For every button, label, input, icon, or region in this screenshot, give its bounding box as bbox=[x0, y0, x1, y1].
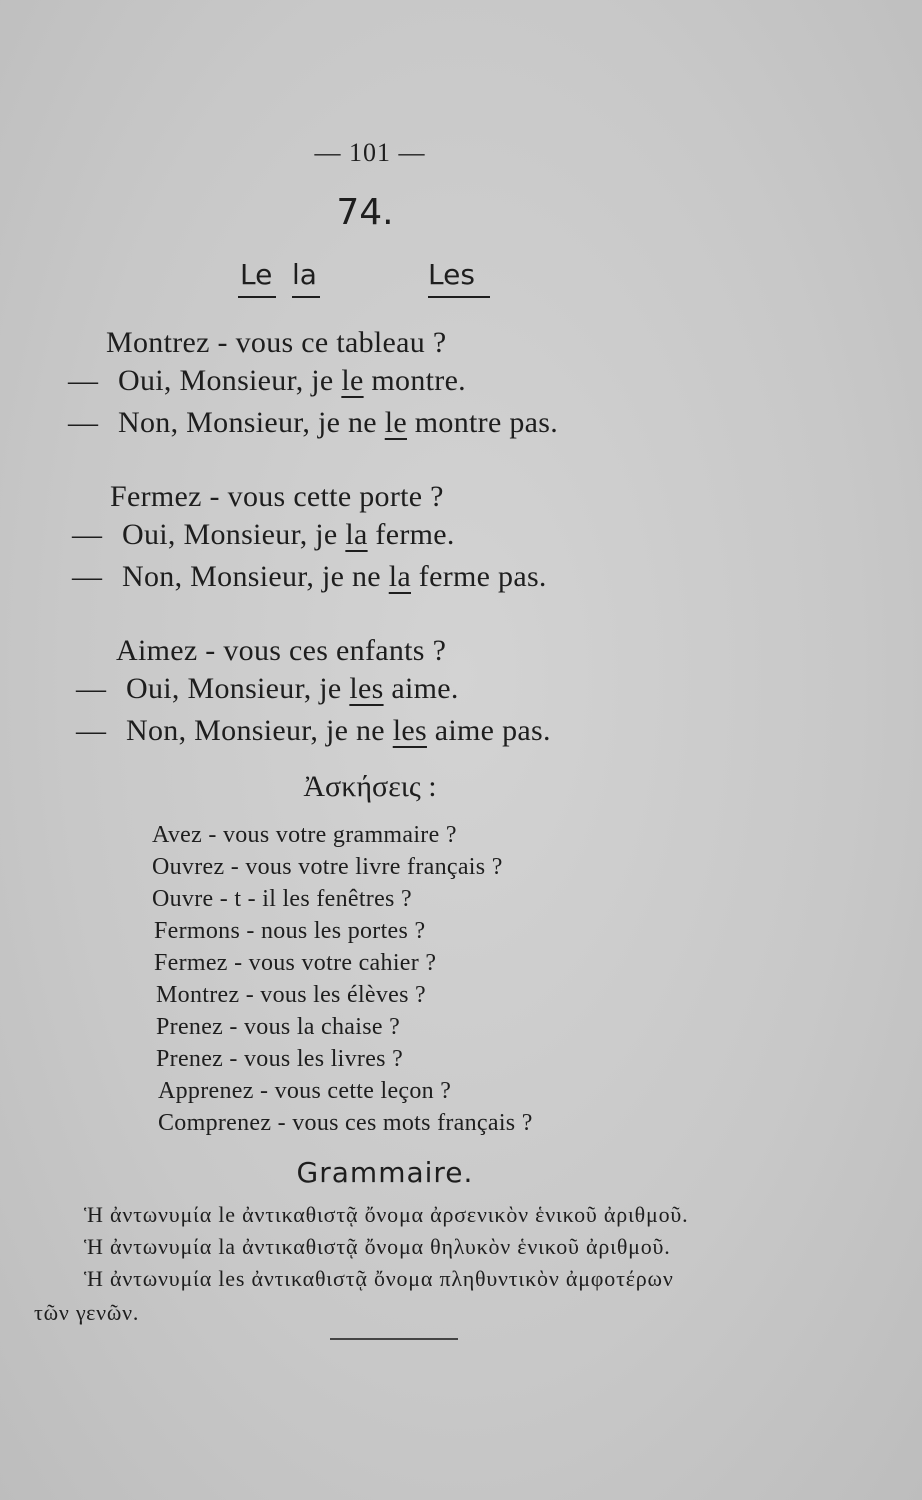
grammar-line: Ἡ ἀντωνυμία la ἀντικαθιστᾷ ὄνομα θηλυκὸν ἑνικοῦ ἀριθμοῦ. bbox=[84, 1234, 671, 1259]
answer-text: Non, Monsieur, je ne bbox=[118, 406, 385, 439]
answer-text: aime pas. bbox=[426, 714, 551, 747]
pronoun: les bbox=[392, 714, 427, 747]
answer-text: montre pas. bbox=[407, 406, 559, 439]
heading-le: Le bbox=[240, 258, 273, 291]
pronoun: le bbox=[384, 406, 407, 439]
answer-text: Oui, Monsieur, je bbox=[126, 672, 350, 705]
grammar-title: Grammaire. bbox=[296, 1156, 474, 1189]
dialog-3-question: Aimez - vous ces enfants ? bbox=[116, 634, 447, 667]
pronoun: la bbox=[345, 518, 368, 551]
exercise-item: Prenez - vous la chaise ? bbox=[156, 1014, 401, 1040]
exercise-item: Avez - vous votre grammaire ? bbox=[152, 822, 457, 848]
grammar-line: τῶν γενῶν. bbox=[34, 1300, 140, 1325]
dash: — bbox=[72, 560, 103, 593]
exercise-item: Ouvrez - vous votre livre français ? bbox=[152, 854, 503, 880]
grammar-line: Ἡ ἀντωνυμία les ἀντικαθιστᾷ ὄνομα πληθυντικὸν ἀμφοτέρων bbox=[84, 1266, 674, 1291]
dialog-2-question: Fermez - vous cette porte ? bbox=[110, 480, 444, 513]
dash: — bbox=[68, 364, 99, 397]
dash: — bbox=[72, 518, 103, 551]
exercise-item: Prenez - vous les livres ? bbox=[156, 1046, 404, 1072]
answer-text: Non, Monsieur, je ne bbox=[122, 560, 389, 593]
exercise-item: Ouvre - t - il les fenêtres ? bbox=[152, 886, 412, 912]
end-rule bbox=[330, 1338, 458, 1340]
exercise-item: Fermons - nous les portes ? bbox=[154, 918, 426, 944]
heading-les-underline bbox=[428, 296, 490, 298]
exercises-title: Ἀσκήσεις : bbox=[303, 770, 437, 803]
lesson-number: 74. bbox=[336, 192, 394, 233]
dash: — bbox=[76, 672, 107, 705]
exercise-item: Montrez - vous les élèves ? bbox=[156, 982, 427, 1008]
dialog-3-no bbox=[76, 714, 551, 748]
exercise-item: Comprenez - vous ces mots français ? bbox=[158, 1110, 533, 1136]
answer-text: ferme. bbox=[367, 518, 455, 551]
heading-la-underline bbox=[292, 296, 320, 298]
answer-text: aime. bbox=[383, 672, 459, 705]
dash: — bbox=[76, 714, 107, 747]
answer-text: Non, Monsieur, je ne bbox=[126, 714, 393, 747]
dash: — bbox=[68, 406, 99, 439]
pronoun: la bbox=[388, 560, 411, 593]
dialog-3-yes bbox=[76, 672, 459, 706]
heading-la: la bbox=[292, 258, 317, 291]
dialog-2-no bbox=[72, 560, 547, 594]
heading-le-underline bbox=[238, 296, 276, 298]
answer-text: montre. bbox=[363, 364, 466, 397]
exercise-item: Apprenez - vous cette leçon ? bbox=[158, 1078, 452, 1104]
dialog-1-no bbox=[68, 406, 558, 440]
pronoun: les bbox=[349, 672, 384, 705]
answer-text: Oui, Monsieur, je bbox=[118, 364, 342, 397]
page-number: — 101 — bbox=[314, 138, 426, 167]
dialog-1-yes bbox=[68, 364, 466, 398]
answer-text: Oui, Monsieur, je bbox=[122, 518, 346, 551]
pronoun-heading bbox=[0, 258, 922, 308]
dialog-1-question: Montrez - vous ce tableau ? bbox=[106, 326, 447, 359]
exercise-item: Fermez - vous votre cahier ? bbox=[154, 950, 437, 976]
dialog-2-yes bbox=[72, 518, 455, 552]
heading-les: Les bbox=[428, 258, 475, 291]
grammar-line: Ἡ ἀντωνυμία le ἀντικαθιστᾷ ὄνομα ἀρσενικὸν ἑνικοῦ ἀριθμοῦ. bbox=[84, 1202, 689, 1227]
answer-text: ferme pas. bbox=[411, 560, 547, 593]
pronoun: le bbox=[341, 364, 364, 397]
